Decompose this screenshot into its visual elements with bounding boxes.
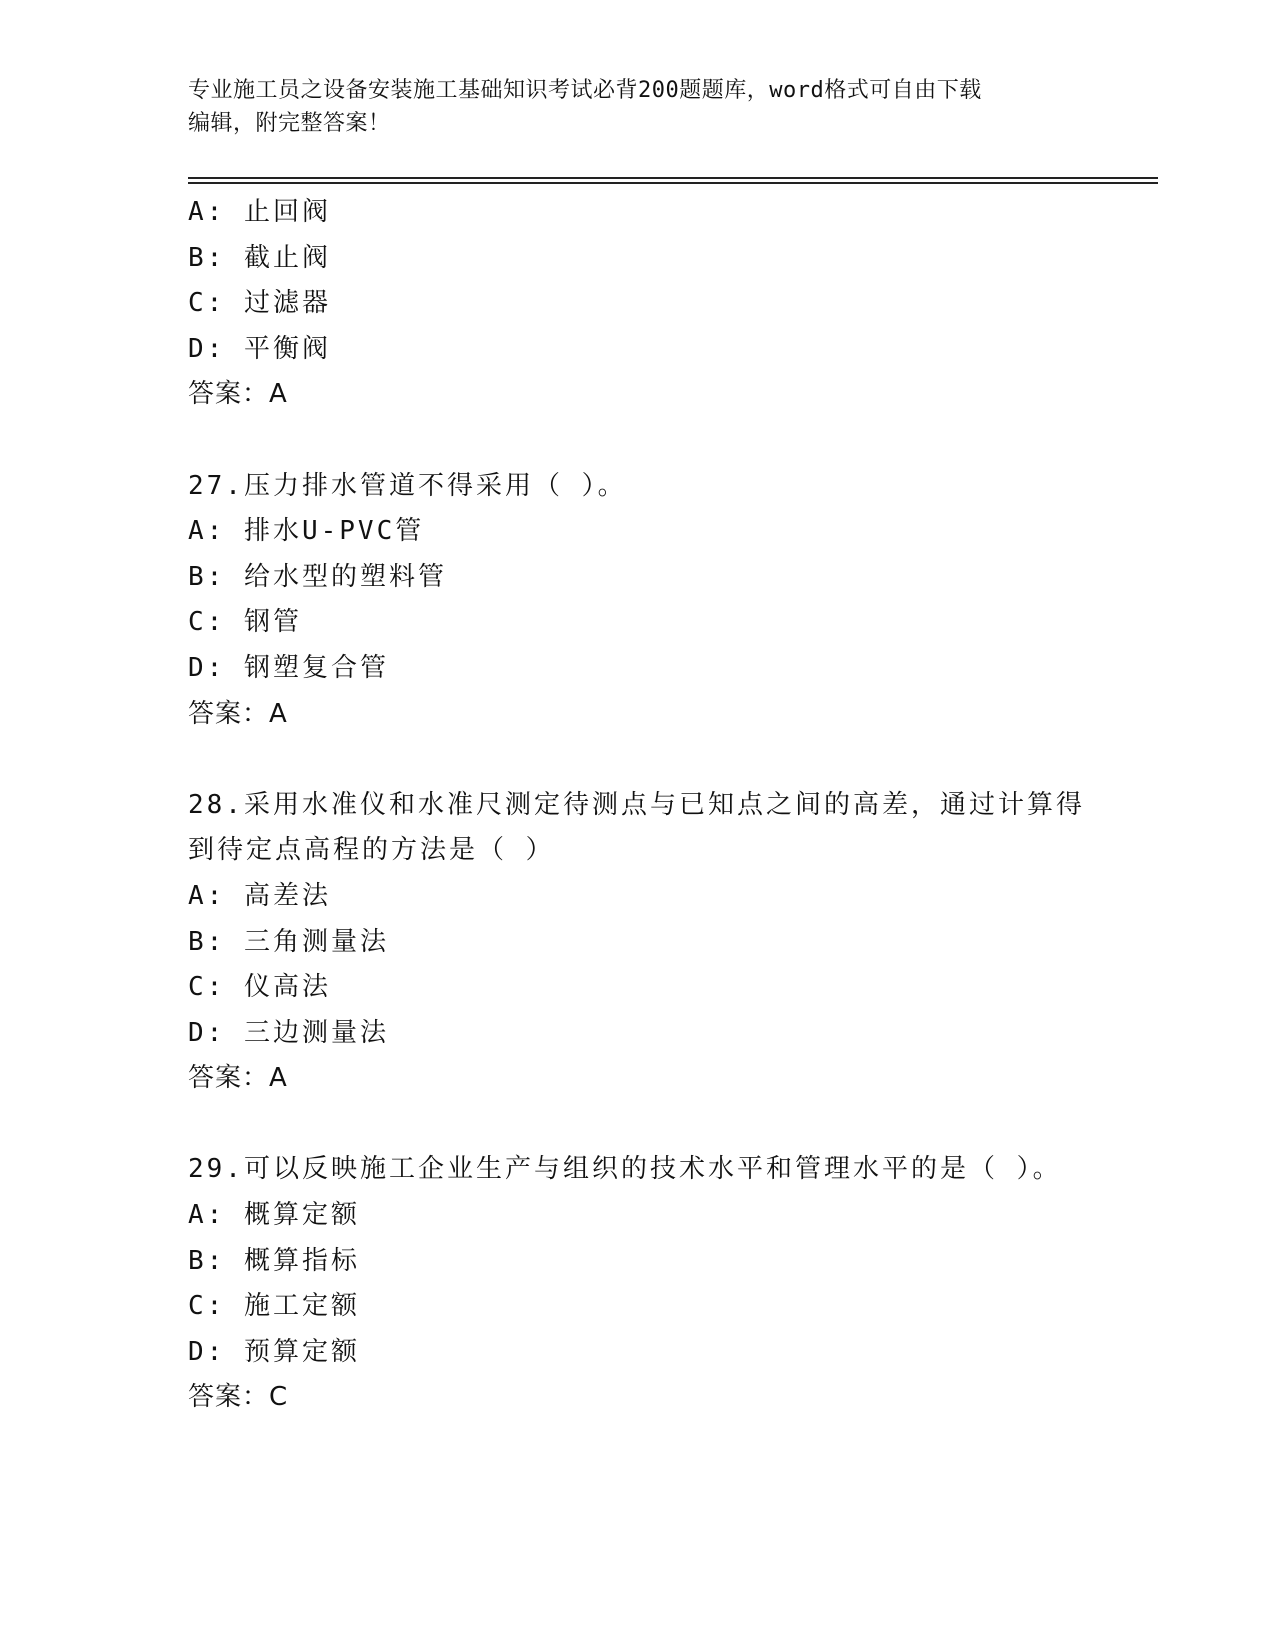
- option-a: A: 高差法: [188, 880, 331, 911]
- option-d: D: 预算定额: [188, 1336, 360, 1367]
- spacer: [188, 1102, 1108, 1148]
- spacer: [188, 737, 1108, 783]
- option-b: B: 给水型的塑料管: [188, 561, 447, 592]
- option-d: D: 钢塑复合管: [188, 652, 389, 683]
- option-a: A: 概算定额: [188, 1200, 360, 1231]
- answer-line: 答案：A: [188, 698, 288, 729]
- question-text-line-1: 28.采用水准仪和水准尺测定待测点与已知点之间的高差，通过计算得: [188, 789, 1085, 820]
- option-a: A: 止回阀: [188, 197, 331, 227]
- option-c: C: 仪高法: [188, 972, 331, 1003]
- answer-line: 答案：A: [188, 1063, 288, 1094]
- question-list: [188, 190, 1108, 1421]
- option-d: D: 三边测量法: [188, 1017, 389, 1048]
- option-c: C: 钢管: [188, 607, 302, 638]
- option-b: B: 截止阀: [188, 242, 331, 273]
- option-a: A: 排水U-PVC管: [188, 516, 425, 547]
- header-title-line-1: 专业施工员之设备安装施工基础知识考试必背200题题库，word格式可自由下载: [188, 78, 982, 103]
- answer-line: 答案：A: [188, 379, 288, 410]
- header-divider-bottom: [188, 182, 1158, 184]
- question-text-line-2: 到待定点高程的方法是（ ）: [188, 835, 555, 866]
- spacer: [188, 418, 1108, 464]
- question-text: 27.压力排水管道不得采用（ ）。: [188, 470, 627, 501]
- option-b: B: 三角测量法: [188, 926, 389, 957]
- option-c: C: 过滤器: [188, 288, 331, 319]
- answer-line: 答案：C: [188, 1382, 289, 1413]
- option-d: D: 平衡阀: [188, 333, 331, 364]
- question-27: [188, 464, 1108, 738]
- question-28: [188, 783, 1108, 1102]
- option-b: B: 概算指标: [188, 1245, 360, 1276]
- question-text: 29.可以反映施工企业生产与组织的技术水平和管理水平的是（ ）。: [188, 1154, 1062, 1185]
- header-divider-top: [188, 177, 1158, 179]
- question-29: [188, 1147, 1108, 1421]
- document-header: [188, 74, 1068, 140]
- header-title-line-2: 编辑，附完整答案！: [188, 111, 391, 136]
- option-c: C: 施工定额: [188, 1291, 360, 1322]
- question-26: [188, 190, 1108, 418]
